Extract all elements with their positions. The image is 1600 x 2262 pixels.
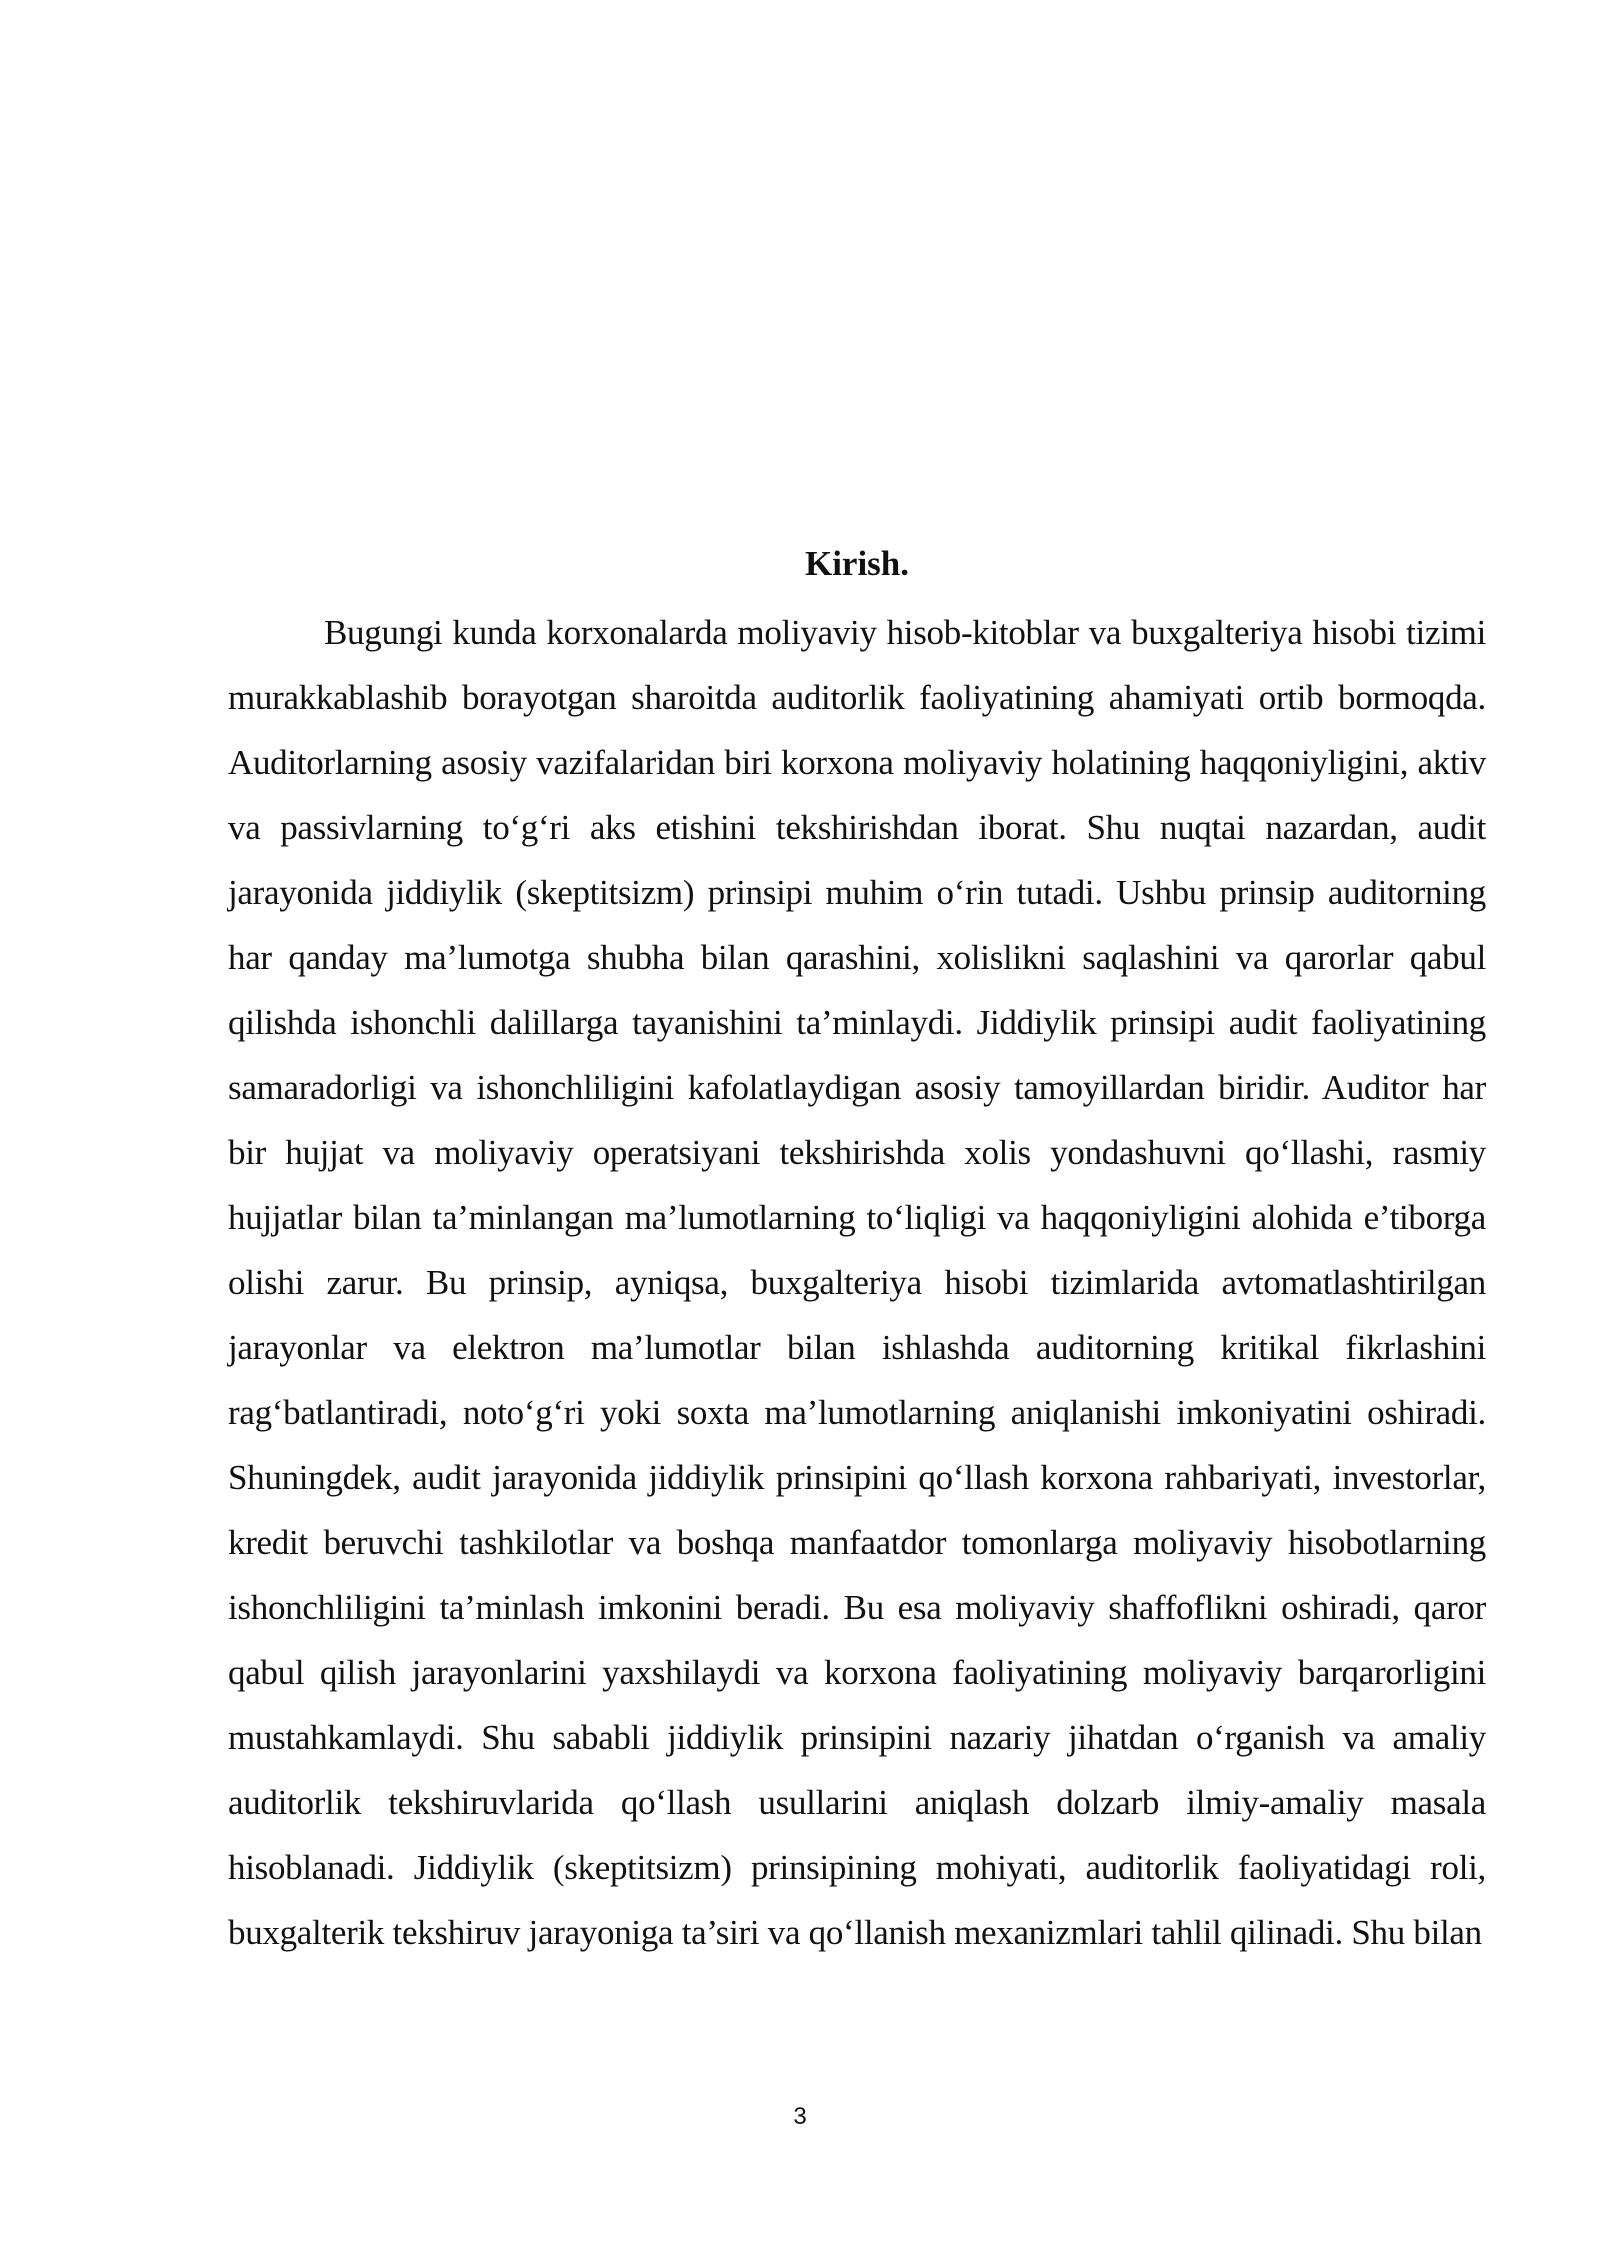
body-paragraph: Bugungi kunda korxonalarda moliyaviy hisob-kitoblar va buxgalteriya hisobi tizimi murakkablashib borayotgan sharoitda auditorlik faoliyatining ahamiyati ortib bormoqda. Auditorlarning asosiy vazifalaridan biri korxona moliyaviy holatining haqqoniyligini, aktiv va passivlarning to‘g‘ri aks etishini tekshirishdan iborat. Shu nuqtai nazardan, audit jarayonida jiddiylik (skeptitsizm) prinsipi muhim o‘rin tutadi. Ushbu prinsip auditorning har qanday ma’lumotga shubha bilan qarashini, xolislikni saqlashini va qarorlar qabul qilishda ishonchli dalillarga tayanishini ta’minlaydi. Jiddiylik prinsipi audit faoliyatining samaradorligi va ishonchliligini kafolatlaydigan asosiy tamoyillardan biridir. Auditor har bir hujjat va moliyaviy operatsiyani tekshirishda xolis yondashuvni qo‘llashi, rasmiy hujjatlar bilan ta’minlangan ma’lumotlarning to‘liqligi va haqqoniyligini alohida e’tiborga olishi zarur. Bu prinsip, ayniqsa, buxgalteriya hisobi tizimlarida avtomatlashtirilgan jarayonlar va elektron ma’lumotlar bilan ishlashda auditorning kritikal fikrlashini rag‘batlantiradi, noto‘g‘ri yoki soxta ma’lumotlarning aniqlanishi imkoniyatini oshiradi. Shuningdek, audit jarayonida jiddiylik prinsipini qo‘llash korxona rahbariyati, investorlar, kredit beruvchi tashkilotlar va boshqa manfaatdor tomonlarga moliyaviy hisobotlarning ishonchliligini ta’minlash imkonini beradi. Bu esa moliyaviy shaffoflikni oshiradi, qaror qabul qilish jarayonlarini yaxshilaydi va korxona faoliyatining moliyaviy barqarorligini mustahkamlaydi. Shu sababli jiddiylik prinsipini nazariy jihatdan o‘rganish va amaliy auditorlik tekshiruvlarida qo‘llash usullarini aniqlash dolzarb ilmiy-amaliy masala hisoblanadi. Jiddiylik (skeptitsizm) prinsipining mohiyati, auditorlik faoliyatidagi roli, buxgalterik tekshiruv jarayoniga ta’siri va qo‘llanish mexanizmlari tahlil qilinadi. Shu bilan	[228, 613, 1486, 1952]
section-heading: Kirish.	[804, 544, 910, 583]
page-number: 3	[793, 2103, 807, 2130]
